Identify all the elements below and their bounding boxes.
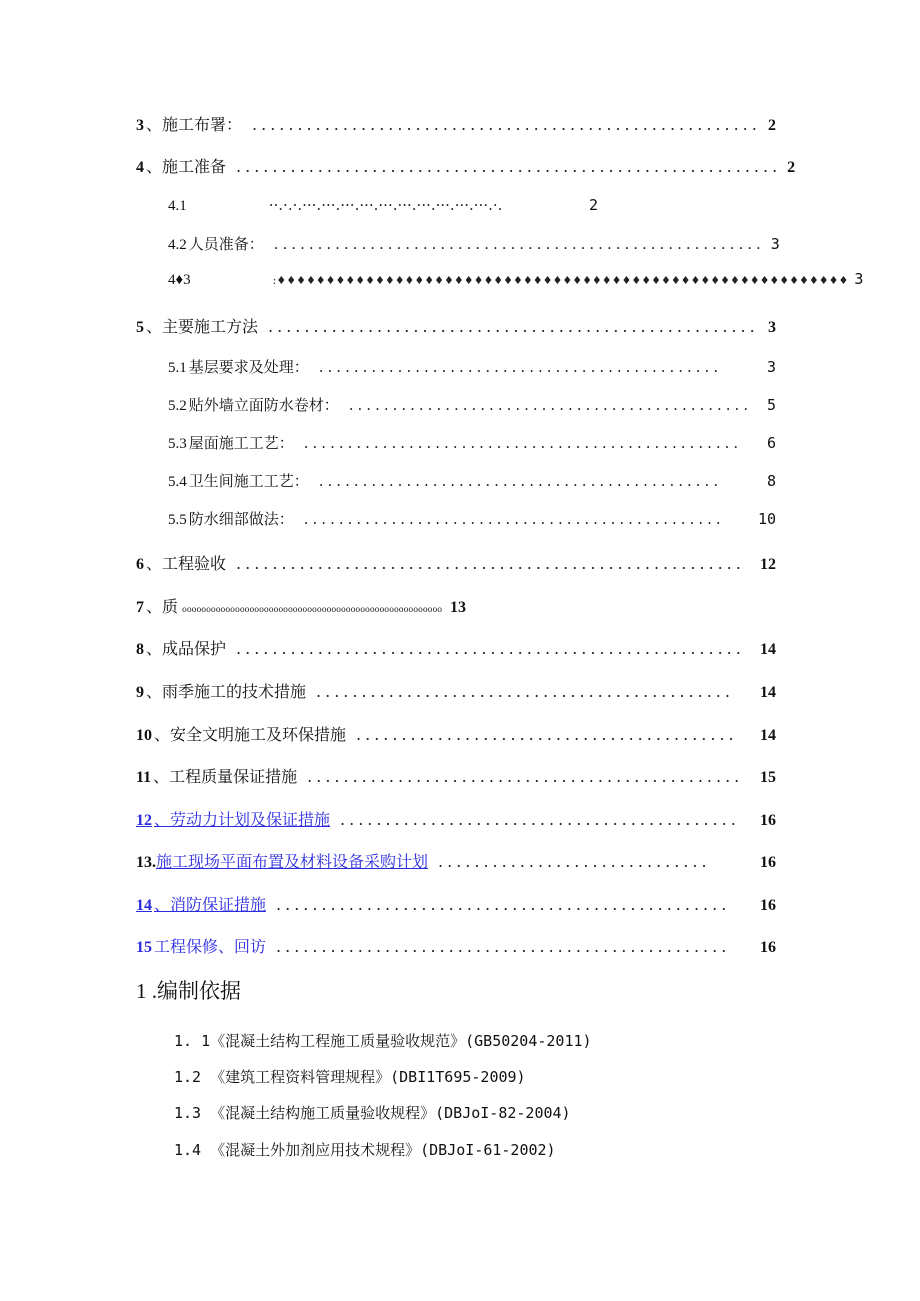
toc-number: 12 — [136, 812, 152, 829]
toc-page: 2 — [787, 159, 796, 176]
toc-leader: .................................................. — [303, 434, 743, 452]
toc-page: 14 — [760, 684, 776, 701]
toc-title: 人员准备： — [188, 235, 264, 253]
toc-entry-10[interactable] — [136, 722, 776, 745]
toc-title: 、雨季施工的技术措施 — [146, 682, 307, 701]
toc-page: 3 — [768, 319, 776, 336]
toc-page: 15 — [760, 769, 776, 786]
toc-leader: ........................................................ — [236, 639, 745, 658]
toc-entry-5-1[interactable] — [168, 356, 776, 377]
toc-leader: ··.·.·.···.···.···.···.···.···.···.···.···.···.·. — [268, 196, 503, 214]
toc-number: 6 — [136, 556, 144, 573]
toc-title: 防水细部做法： — [188, 510, 294, 528]
toc-leader: ........................................................ — [273, 235, 765, 253]
toc-page: 3 — [854, 270, 864, 288]
toc-entry-4[interactable] — [136, 154, 796, 177]
toc-page: 16 — [760, 939, 776, 956]
toc-leader: .................................................. — [276, 895, 731, 914]
toc-page: 3 — [770, 235, 780, 253]
toc-page: 8 — [766, 472, 776, 490]
toc-number: 4.1 — [168, 198, 187, 214]
toc-number: 4 — [136, 159, 144, 176]
toc-entry-14[interactable] — [136, 892, 776, 915]
toc-entry-5-5[interactable] — [168, 508, 776, 529]
toc-title: 、消防保证措施 — [154, 895, 267, 914]
toc-link[interactable] — [136, 934, 266, 957]
toc-page: 6 — [766, 434, 776, 452]
toc-title: 、安全文明施工及环保措施 — [154, 725, 347, 744]
toc-leader: .................................................. — [276, 937, 731, 956]
toc-leader: ................................................ — [307, 767, 744, 786]
toc-entry-13[interactable] — [136, 849, 776, 872]
toc-page: 5 — [766, 396, 776, 414]
toc-title: 、主要施工方法 — [146, 317, 259, 336]
toc-number: 5.1 — [168, 360, 187, 376]
toc-page: 13 — [450, 599, 466, 616]
toc-number: 9 — [136, 684, 144, 701]
toc-number: 14 — [136, 897, 152, 914]
reference-item: 1. 1《混凝土结构工程施工质量验收规范》(GB50204-2011) — [174, 1032, 592, 1050]
toc-leader: .......................................... — [356, 725, 738, 744]
toc-leader: .............................................. — [318, 472, 723, 490]
toc-number: 5 — [136, 319, 144, 336]
toc-leader: ...................................................... — [268, 317, 759, 336]
toc-entry-4-2[interactable] — [168, 233, 780, 254]
toc-title: 、施工布署： — [146, 115, 243, 134]
toc-leader: .............................................. — [348, 396, 753, 414]
reference-item: 1.3 《混凝土结构施工质量验收规程》(DBJoI-82-2004) — [174, 1104, 571, 1122]
toc-title: 施工现场平面布置及材料设备采购计划 — [156, 852, 429, 871]
toc-page: 16 — [760, 854, 776, 871]
toc-number: 11 — [136, 769, 152, 786]
toc-entry-3[interactable] — [136, 112, 776, 135]
toc-entry-15[interactable] — [136, 934, 776, 957]
toc-number: 4♦3 — [168, 272, 191, 288]
toc-leader: ............................................ — [340, 810, 740, 829]
toc-title: 屋面施工工艺： — [188, 434, 294, 452]
toc-number: 5.4 — [168, 474, 187, 490]
toc-leader: ........................................................ — [236, 554, 745, 573]
toc-link[interactable] — [136, 892, 266, 915]
toc-entry-11[interactable] — [136, 764, 776, 787]
toc-entry-9[interactable] — [136, 679, 776, 702]
toc-title: 、工程验收 — [146, 554, 227, 573]
toc-entry-8[interactable] — [136, 636, 776, 659]
toc-title: 卫生间施工工艺： — [188, 472, 309, 490]
toc-number: 8 — [136, 641, 144, 658]
toc-number: 13. — [136, 854, 156, 871]
toc-entry-4-3[interactable] — [168, 270, 864, 289]
toc-link[interactable] — [136, 807, 330, 830]
toc-title: 基层要求及处理： — [188, 358, 309, 376]
toc-number: 5.3 — [168, 436, 187, 452]
toc-leader: :♦♦♦♦♦♦♦♦♦♦♦♦♦♦♦♦♦♦♦♦♦♦♦♦♦♦♦♦♦♦♦♦♦♦♦♦♦♦♦♦♦♦♦♦♦♦♦♦♦♦♦♦♦♦♦♦♦♦ — [272, 274, 849, 287]
toc-number: 10 — [136, 727, 152, 744]
toc-leader: oooooooooooooooooooooooooooooooooooooooooooooooooooooo — [182, 605, 443, 614]
toc-title: 、劳动力计划及保证措施 — [154, 810, 331, 829]
toc-number: 5.5 — [168, 512, 187, 528]
toc-title: 、工程质量保证措施 — [153, 767, 298, 786]
toc-title: 、成品保护 — [146, 639, 227, 658]
toc-number: 3 — [136, 117, 144, 134]
toc-page: 2 — [768, 117, 776, 134]
toc-entry-12[interactable] — [136, 807, 776, 830]
toc-number: 4.2 — [168, 237, 187, 253]
toc-title: 、施工准备 — [146, 157, 227, 176]
section-heading: 1 .编制依据 — [136, 979, 241, 1003]
toc-entry-7[interactable] — [136, 594, 466, 617]
toc-title: 、质 — [146, 597, 179, 616]
toc-page: 10 — [757, 510, 776, 528]
toc-page: 16 — [760, 812, 776, 829]
toc-entry-5-2[interactable] — [168, 394, 776, 415]
toc-leader: .............................................. — [316, 682, 734, 701]
toc-leader: .............................................. — [318, 358, 723, 376]
toc-title: 贴外墙立面防水卷材： — [188, 396, 339, 414]
toc-link[interactable] — [156, 849, 428, 872]
toc-number: 5.2 — [168, 398, 187, 414]
toc-entry-5[interactable] — [136, 314, 776, 337]
toc-entry-4-1[interactable] — [168, 196, 598, 215]
toc-page: 14 — [760, 641, 776, 658]
toc-number: 7 — [136, 599, 144, 616]
toc-leader: ............................................................ — [236, 157, 782, 176]
toc-page: 16 — [760, 897, 776, 914]
toc-leader: ........................................................ — [252, 115, 761, 134]
toc-leader: .............................. — [438, 852, 711, 871]
toc-leader: ................................................ — [303, 510, 725, 528]
toc-title: 工程保修、回访 — [154, 937, 267, 956]
toc-page: 14 — [760, 727, 776, 744]
toc-page: 2 — [588, 196, 598, 214]
toc-entry-5-3[interactable] — [168, 432, 776, 453]
toc-page: 3 — [766, 358, 776, 376]
toc-number: 15 — [136, 939, 152, 956]
toc-entry-5-4[interactable] — [168, 470, 776, 491]
toc-entry-6[interactable] — [136, 551, 776, 574]
reference-item: 1.2 《建筑工程资料管理规程》(DBI1T695-2009) — [174, 1068, 526, 1086]
toc-page: 12 — [760, 556, 776, 573]
reference-item: 1.4 《混凝土外加剂应用技术规程》(DBJoI-61-2002) — [174, 1141, 556, 1159]
